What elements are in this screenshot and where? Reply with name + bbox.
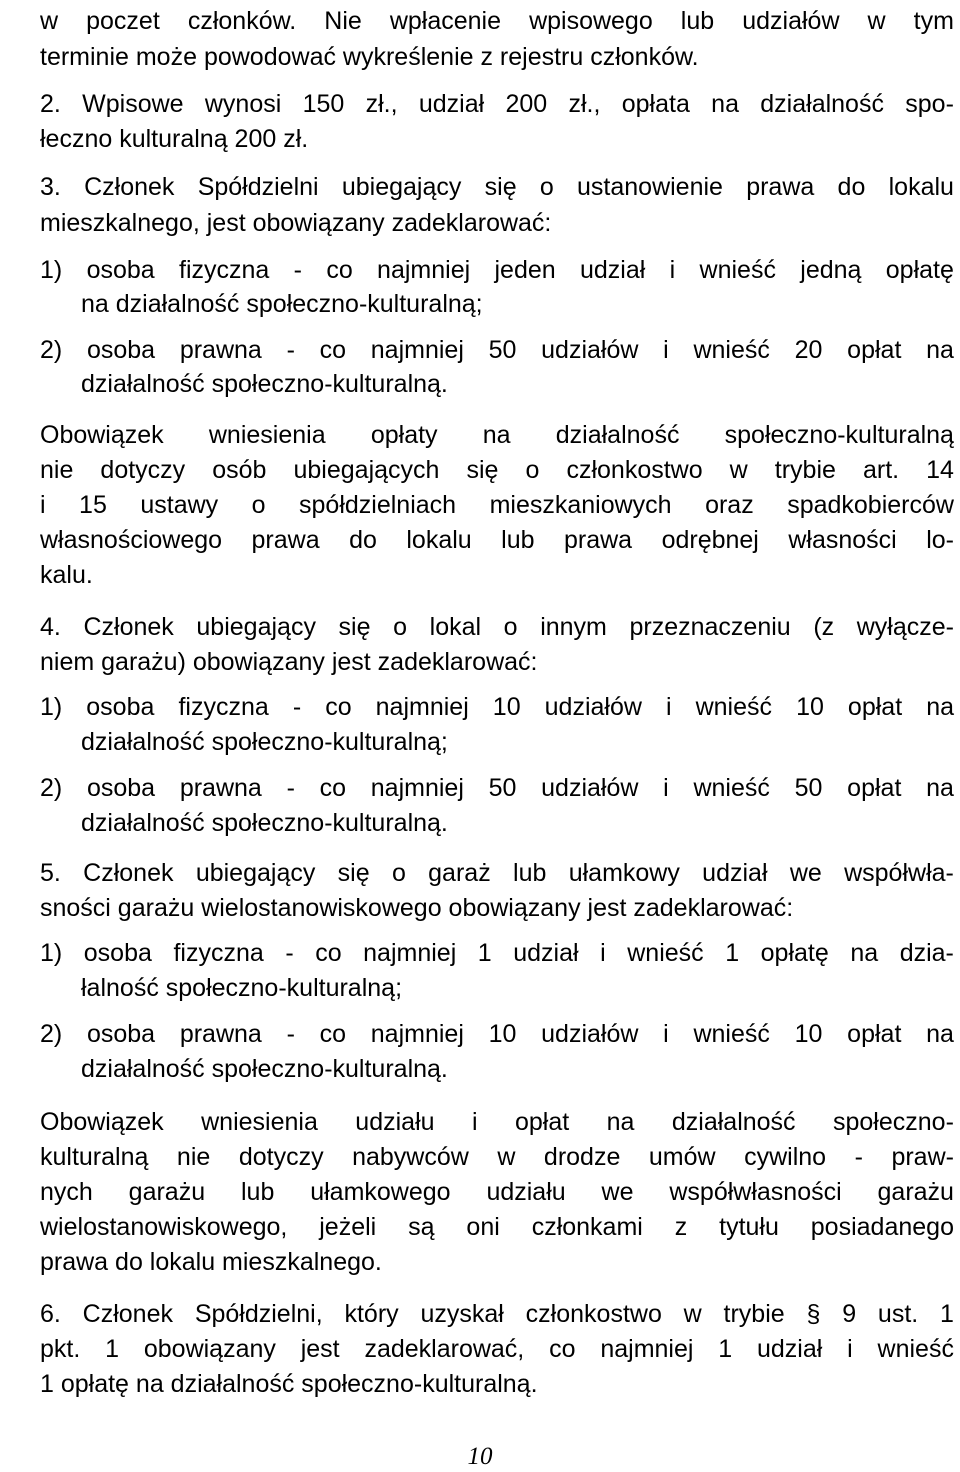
word: wniesienia bbox=[201, 1108, 318, 1136]
word: współwła- bbox=[844, 859, 954, 887]
word: udziałów bbox=[544, 693, 642, 721]
word: nie bbox=[40, 456, 74, 484]
word: się bbox=[484, 173, 517, 201]
word: i bbox=[663, 1020, 669, 1048]
word: ubiegających bbox=[293, 456, 440, 484]
word: innym bbox=[540, 613, 607, 641]
word: spo- bbox=[905, 90, 954, 118]
word: pkt. bbox=[40, 1335, 81, 1363]
text-line: terminie może powodować wykreślenie z rejestru członków. bbox=[40, 43, 699, 71]
word: oraz bbox=[705, 491, 754, 519]
word: członkostwo bbox=[525, 1300, 662, 1328]
word: 1 bbox=[725, 939, 740, 967]
word: najmniej bbox=[600, 1335, 694, 1363]
text-line bbox=[40, 1019, 954, 1049]
word: 2) bbox=[40, 774, 63, 802]
word: - bbox=[286, 336, 295, 364]
word: spółdzielniach bbox=[299, 491, 457, 519]
word: jeżeli bbox=[319, 1213, 377, 1241]
word: i bbox=[663, 774, 669, 802]
word: zł., bbox=[365, 90, 398, 118]
word: Członek bbox=[83, 613, 174, 641]
word: lub bbox=[501, 526, 535, 554]
word: garaż bbox=[428, 859, 491, 887]
word: najmniej bbox=[375, 693, 469, 721]
text-line: działalność społeczno-kulturalną. bbox=[81, 1055, 448, 1083]
word: na bbox=[926, 774, 954, 802]
word: i bbox=[600, 939, 606, 967]
text-line bbox=[40, 858, 954, 888]
word: opłat bbox=[847, 1020, 902, 1048]
word: 1 bbox=[105, 1335, 120, 1363]
word: przeznaczeniu bbox=[629, 613, 791, 641]
word: wpłacenie bbox=[389, 7, 502, 35]
word: udział bbox=[418, 90, 485, 118]
word: co bbox=[326, 256, 353, 284]
word: 6. bbox=[40, 1300, 61, 1328]
word: 50 bbox=[488, 774, 517, 802]
word: 10 bbox=[492, 693, 521, 721]
word: odrębnej bbox=[661, 526, 759, 554]
word: opłatę bbox=[885, 256, 954, 284]
word: jest bbox=[300, 1335, 340, 1363]
word: w bbox=[867, 7, 886, 35]
word: o bbox=[391, 859, 406, 887]
word: działalność bbox=[671, 1108, 796, 1136]
word: z bbox=[674, 1213, 688, 1241]
word: art. bbox=[862, 456, 900, 484]
word: wnieść bbox=[693, 336, 770, 364]
word: własności bbox=[788, 526, 897, 554]
word: wnieść bbox=[693, 1020, 770, 1048]
word: są bbox=[408, 1213, 435, 1241]
word: poczet bbox=[86, 7, 160, 35]
word: zadeklarować, bbox=[364, 1335, 525, 1363]
word: umów bbox=[648, 1143, 716, 1171]
text-line: prawa do lokalu mieszkalnego. bbox=[40, 1248, 382, 1276]
text-line bbox=[40, 1299, 954, 1329]
word: we bbox=[601, 1178, 634, 1206]
word: udział bbox=[513, 939, 579, 967]
text-line bbox=[40, 89, 954, 119]
word: opłat bbox=[847, 774, 902, 802]
word: do bbox=[837, 173, 866, 201]
word: opłat bbox=[847, 336, 902, 364]
word: dotyczy bbox=[238, 1143, 324, 1171]
word: osoba bbox=[86, 1020, 156, 1048]
word: nych bbox=[40, 1178, 93, 1206]
word: 14 bbox=[926, 456, 954, 484]
word: 10 bbox=[796, 693, 824, 721]
word: wielostanowiskowego, bbox=[40, 1213, 288, 1241]
word: wynosi bbox=[204, 90, 282, 118]
word: nabywców bbox=[352, 1143, 469, 1171]
word: - bbox=[293, 256, 302, 284]
word: co bbox=[549, 1335, 576, 1363]
word: najmniej bbox=[370, 336, 464, 364]
word: osoba bbox=[86, 774, 156, 802]
word: prawna bbox=[179, 336, 262, 364]
text-line bbox=[40, 1107, 954, 1137]
word: zł., bbox=[568, 90, 601, 118]
word: - bbox=[854, 1143, 863, 1171]
word: ubiegający bbox=[341, 173, 462, 201]
word: 1 bbox=[940, 1300, 954, 1328]
word: opłata bbox=[621, 90, 690, 118]
word: lokalu bbox=[888, 173, 954, 201]
word: 4. bbox=[40, 613, 61, 641]
text-line: łalność społeczno-kulturalną; bbox=[81, 974, 403, 1002]
word: 15 bbox=[79, 491, 107, 519]
word: - bbox=[292, 693, 302, 721]
word: osoba bbox=[86, 336, 156, 364]
word: członkami bbox=[531, 1213, 643, 1241]
word: opłat bbox=[847, 693, 903, 721]
word: garażu bbox=[128, 1178, 206, 1206]
word: kulturalną bbox=[40, 1143, 149, 1171]
word: o bbox=[251, 491, 266, 519]
word: 1) bbox=[40, 693, 63, 721]
word: i bbox=[669, 256, 676, 284]
word: o bbox=[503, 613, 518, 641]
word: osób bbox=[212, 456, 267, 484]
word: jedną bbox=[800, 256, 862, 284]
word: 1 bbox=[477, 939, 492, 967]
word: Nie bbox=[324, 7, 362, 35]
word: lokalu bbox=[406, 526, 472, 554]
text-line bbox=[40, 172, 954, 202]
word: ułamkowy bbox=[568, 859, 680, 887]
word: 200 bbox=[505, 90, 548, 118]
word: - bbox=[286, 1020, 295, 1048]
text-line: działalność społeczno-kulturalną; bbox=[81, 728, 448, 756]
text-line: działalność społeczno-kulturalną. bbox=[81, 370, 448, 398]
word: 50 bbox=[488, 336, 517, 364]
text-line bbox=[40, 420, 954, 450]
word: 2. bbox=[40, 90, 61, 118]
text-line bbox=[40, 773, 954, 803]
word: Członek bbox=[84, 173, 175, 201]
word: na bbox=[711, 90, 739, 118]
word: prawa bbox=[251, 526, 320, 554]
word: wpisowego bbox=[529, 7, 653, 35]
word: Spółdzielni bbox=[197, 173, 319, 201]
word: opłat bbox=[514, 1108, 570, 1136]
word: praw- bbox=[891, 1143, 954, 1171]
word: Wpisowe bbox=[82, 90, 184, 118]
word: i bbox=[40, 491, 46, 519]
word: na bbox=[926, 336, 954, 364]
word: społeczno- bbox=[833, 1108, 954, 1136]
text-line: 1 opłatę na działalność społeczno-kulturalną. bbox=[40, 1370, 538, 1398]
word: udziałów bbox=[541, 1020, 639, 1048]
word: ubiegający bbox=[195, 859, 316, 887]
word: do bbox=[349, 526, 377, 554]
word: współwłasności bbox=[669, 1178, 842, 1206]
word: członkostwo bbox=[566, 456, 703, 484]
word: wyłącze- bbox=[856, 613, 954, 641]
word: prawa bbox=[564, 526, 633, 554]
word: udział bbox=[757, 1335, 823, 1363]
word: w bbox=[497, 1143, 516, 1171]
word: (z bbox=[813, 613, 835, 641]
word: 50 bbox=[794, 774, 823, 802]
word: lokal bbox=[429, 613, 482, 641]
word: cywilno bbox=[744, 1143, 827, 1171]
word: dzia- bbox=[899, 939, 954, 967]
word: członków. bbox=[187, 7, 297, 35]
word: najmniej bbox=[363, 939, 457, 967]
word: dotyczy bbox=[100, 456, 186, 484]
word: 5. bbox=[40, 859, 61, 887]
word: - bbox=[285, 939, 294, 967]
word: obowiązany bbox=[143, 1335, 276, 1363]
word: jeden bbox=[494, 256, 556, 284]
word: uzyskał bbox=[420, 1300, 504, 1328]
word: ubiegający bbox=[196, 613, 316, 641]
word: udział bbox=[579, 256, 646, 284]
word: 2) bbox=[40, 336, 63, 364]
word: 1) bbox=[40, 939, 63, 967]
word: nie bbox=[176, 1143, 211, 1171]
word: opłatę bbox=[760, 939, 829, 967]
text-line bbox=[40, 938, 954, 968]
word: który bbox=[344, 1300, 399, 1328]
word: i bbox=[665, 693, 672, 721]
word: lo- bbox=[926, 526, 954, 554]
word: Spółdzielni, bbox=[194, 1300, 323, 1328]
word: trybie bbox=[723, 1300, 785, 1328]
word: na bbox=[606, 1108, 635, 1136]
word: wnieść bbox=[627, 939, 704, 967]
word: 10 bbox=[794, 1020, 823, 1048]
word: co bbox=[319, 774, 347, 802]
text-line bbox=[40, 1212, 954, 1242]
word: ust. bbox=[877, 1300, 919, 1328]
word: spadkobierców bbox=[787, 491, 954, 519]
word: prawa bbox=[746, 173, 815, 201]
word: własnościowego bbox=[40, 526, 223, 554]
word: fizyczna bbox=[179, 256, 270, 284]
word: i bbox=[471, 1108, 478, 1136]
text-line: mieszkalnego, jest obowiązany zadeklarować: bbox=[40, 209, 552, 237]
word: wnieść bbox=[693, 774, 770, 802]
word: i bbox=[847, 1335, 853, 1363]
text-line: na działalność społeczno-kulturalną; bbox=[81, 290, 483, 318]
word: działalność bbox=[555, 421, 680, 449]
word: co bbox=[315, 939, 342, 967]
word: na bbox=[926, 693, 954, 721]
word: udziałów bbox=[742, 7, 840, 35]
word: lub bbox=[680, 7, 715, 35]
word: posiadanego bbox=[810, 1213, 954, 1241]
text-line: łeczno kulturalną 200 zł. bbox=[40, 125, 309, 153]
text-line bbox=[40, 1334, 954, 1364]
word: tym bbox=[913, 7, 954, 35]
word: o bbox=[393, 613, 408, 641]
word: działalność bbox=[760, 90, 884, 118]
text-line bbox=[40, 490, 954, 520]
word: wniesienia bbox=[208, 421, 326, 449]
word: ustawy bbox=[140, 491, 219, 519]
text-line: działalność społeczno-kulturalną. bbox=[81, 809, 448, 837]
word: najmniej bbox=[370, 1020, 464, 1048]
word: Członek bbox=[82, 1300, 173, 1328]
word: na bbox=[850, 939, 879, 967]
word: na bbox=[926, 1020, 954, 1048]
word: lub bbox=[513, 859, 547, 887]
word: garażu bbox=[877, 1178, 954, 1206]
text-line bbox=[40, 335, 954, 365]
word: 1 bbox=[718, 1335, 733, 1363]
word: co bbox=[319, 336, 347, 364]
word: wnieść bbox=[695, 693, 773, 721]
text-line: sności garażu wielostanowiskowego obowiązany jest zadeklarować: bbox=[40, 894, 794, 922]
word: na bbox=[482, 421, 511, 449]
word: się bbox=[466, 456, 499, 484]
word: wnieść bbox=[877, 1335, 954, 1363]
word: Obowiązek bbox=[40, 1108, 164, 1136]
word: oni bbox=[466, 1213, 500, 1241]
word: prawna bbox=[179, 1020, 262, 1048]
word: w bbox=[729, 456, 748, 484]
text-line bbox=[40, 6, 954, 36]
word: fizyczna bbox=[178, 693, 269, 721]
word: najmniej bbox=[377, 256, 471, 284]
text-line: niem garażu) obowiązany jest zadeklarować: bbox=[40, 648, 538, 676]
word: Członek bbox=[83, 859, 174, 887]
word: 9 bbox=[842, 1300, 857, 1328]
word: udziału bbox=[486, 1178, 566, 1206]
word: w bbox=[40, 7, 59, 35]
word: udziału bbox=[355, 1108, 435, 1136]
text-line: kalu. bbox=[40, 561, 93, 589]
word: udziałów bbox=[541, 336, 639, 364]
word: osoba bbox=[86, 256, 155, 284]
word: osoba bbox=[86, 693, 155, 721]
word: najmniej bbox=[370, 774, 464, 802]
word: tytułu bbox=[719, 1213, 779, 1241]
word: mieszkaniowych bbox=[489, 491, 672, 519]
word: co bbox=[319, 1020, 347, 1048]
word: trybie bbox=[774, 456, 836, 484]
word: udział bbox=[702, 859, 768, 887]
text-line bbox=[40, 1177, 954, 1207]
word: udziałów bbox=[541, 774, 639, 802]
text-line bbox=[40, 692, 954, 722]
word: 3. bbox=[40, 173, 61, 201]
word: prawna bbox=[179, 774, 262, 802]
word: 150 bbox=[302, 90, 345, 118]
word: - bbox=[286, 774, 295, 802]
text-line bbox=[40, 525, 954, 555]
word: opłaty bbox=[370, 421, 438, 449]
word: 2) bbox=[40, 1020, 63, 1048]
word: społeczno-kulturalną bbox=[724, 421, 954, 449]
word: fizyczna bbox=[173, 939, 264, 967]
word: lub bbox=[240, 1178, 275, 1206]
word: wnieść bbox=[699, 256, 776, 284]
word: ułamkowego bbox=[310, 1178, 451, 1206]
word: we bbox=[789, 859, 822, 887]
word: o bbox=[525, 456, 540, 484]
word: 1) bbox=[40, 256, 63, 284]
text-line bbox=[40, 1142, 954, 1172]
word: Obowiązek bbox=[40, 421, 164, 449]
word: 10 bbox=[488, 1020, 517, 1048]
word: się bbox=[338, 613, 371, 641]
word: ustanowienie bbox=[577, 173, 723, 201]
word: drodze bbox=[543, 1143, 621, 1171]
word: § bbox=[806, 1300, 821, 1328]
word: 20 bbox=[794, 336, 823, 364]
text-line bbox=[40, 612, 954, 642]
word: w bbox=[683, 1300, 702, 1328]
text-line bbox=[40, 255, 954, 285]
word: o bbox=[539, 173, 554, 201]
word: osoba bbox=[83, 939, 152, 967]
word: się bbox=[337, 859, 370, 887]
page-number: 10 bbox=[467, 1443, 493, 1470]
text-line bbox=[40, 455, 954, 485]
word: i bbox=[663, 336, 669, 364]
word: co bbox=[325, 693, 352, 721]
